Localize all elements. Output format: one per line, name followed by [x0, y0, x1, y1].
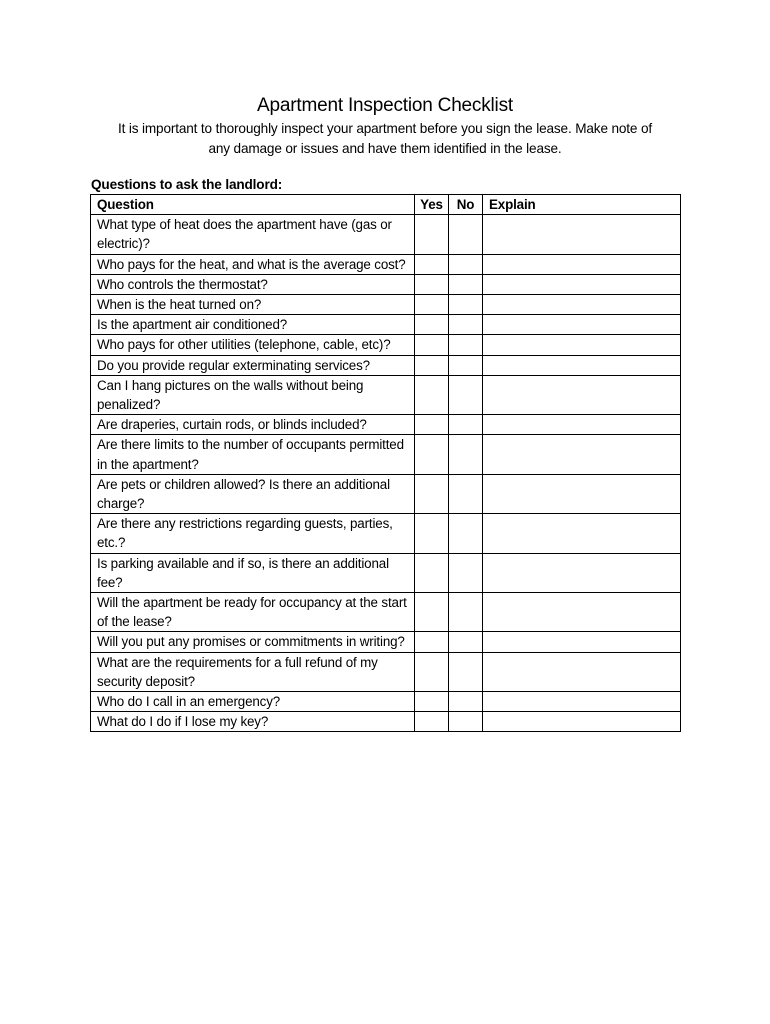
table-row — [91, 712, 681, 732]
no-cell[interactable] — [449, 435, 483, 474]
yes-cell[interactable] — [415, 274, 449, 294]
no-cell[interactable] — [449, 514, 483, 553]
explain-cell[interactable] — [483, 375, 681, 414]
table-row — [91, 375, 681, 414]
explain-cell[interactable] — [483, 315, 681, 335]
question-cell: Can I hang pictures on the walls without being penalized? — [91, 375, 415, 414]
question-cell: Are there limits to the number of occupants permitted in the apartment? — [91, 435, 415, 474]
explain-cell[interactable] — [483, 295, 681, 315]
yes-cell[interactable] — [415, 593, 449, 632]
table-row — [91, 335, 681, 355]
table-row — [91, 355, 681, 375]
no-cell[interactable] — [449, 712, 483, 732]
checklist-body — [91, 215, 681, 732]
yes-cell[interactable] — [415, 415, 449, 435]
question-cell: Will the apartment be ready for occupancy at the start of the lease? — [91, 593, 415, 632]
question-cell: What are the requirements for a full refund of my security deposit? — [91, 652, 415, 691]
yes-cell[interactable] — [415, 215, 449, 254]
explain-cell[interactable] — [483, 652, 681, 691]
question-cell: What type of heat does the apartment have (gas or electric)? — [91, 215, 415, 254]
question-cell: What do I do if I lose my key? — [91, 712, 415, 732]
no-cell[interactable] — [449, 375, 483, 414]
question-cell: When is the heat turned on? — [91, 295, 415, 315]
no-cell[interactable] — [449, 474, 483, 513]
table-row — [91, 254, 681, 274]
no-cell[interactable] — [449, 632, 483, 652]
table-row — [91, 474, 681, 513]
table-row — [91, 415, 681, 435]
yes-cell[interactable] — [415, 335, 449, 355]
yes-cell[interactable] — [415, 254, 449, 274]
intro-line-2: any damage or issues and have them identified in the lease. — [208, 140, 562, 156]
yes-cell[interactable] — [415, 355, 449, 375]
header-yes: Yes — [415, 195, 449, 215]
section-label: Questions to ask the landlord: — [91, 177, 283, 192]
page-title: Apartment Inspection Checklist — [257, 95, 513, 116]
question-cell: Who pays for other utilities (telephone, cable, etc)? — [91, 335, 415, 355]
explain-cell[interactable] — [483, 593, 681, 632]
no-cell[interactable] — [449, 254, 483, 274]
table-row — [91, 514, 681, 553]
header-question: Question — [91, 195, 415, 215]
explain-cell[interactable] — [483, 474, 681, 513]
table-row — [91, 274, 681, 294]
explain-cell[interactable] — [483, 254, 681, 274]
no-cell[interactable] — [449, 315, 483, 335]
header-no: No — [449, 195, 483, 215]
explain-cell[interactable] — [483, 712, 681, 732]
explain-cell[interactable] — [483, 274, 681, 294]
table-row — [91, 553, 681, 592]
explain-cell[interactable] — [483, 632, 681, 652]
no-cell[interactable] — [449, 692, 483, 712]
header-explain: Explain — [483, 195, 681, 215]
table-header-row — [91, 195, 681, 215]
no-cell[interactable] — [449, 553, 483, 592]
explain-cell[interactable] — [483, 514, 681, 553]
question-cell: Is the apartment air conditioned? — [91, 315, 415, 335]
table-row — [91, 632, 681, 652]
yes-cell[interactable] — [415, 474, 449, 513]
yes-cell[interactable] — [415, 435, 449, 474]
yes-cell[interactable] — [415, 315, 449, 335]
question-cell: Who pays for the heat, and what is the average cost? — [91, 254, 415, 274]
checklist-table — [90, 194, 681, 732]
yes-cell[interactable] — [415, 553, 449, 592]
intro-text — [88, 119, 682, 158]
question-cell: Who do I call in an emergency? — [91, 692, 415, 712]
question-cell: Are pets or children allowed? Is there an additional charge? — [91, 474, 415, 513]
table-row — [91, 435, 681, 474]
question-cell: Are draperies, curtain rods, or blinds included? — [91, 415, 415, 435]
no-cell[interactable] — [449, 593, 483, 632]
explain-cell[interactable] — [483, 355, 681, 375]
question-cell: Are there any restrictions regarding guests, parties, etc.? — [91, 514, 415, 553]
no-cell[interactable] — [449, 415, 483, 435]
no-cell[interactable] — [449, 335, 483, 355]
no-cell[interactable] — [449, 295, 483, 315]
table-row — [91, 652, 681, 691]
table-row — [91, 593, 681, 632]
question-cell: Do you provide regular exterminating services? — [91, 355, 415, 375]
explain-cell[interactable] — [483, 415, 681, 435]
table-row — [91, 215, 681, 254]
table-row — [91, 315, 681, 335]
yes-cell[interactable] — [415, 652, 449, 691]
explain-cell[interactable] — [483, 553, 681, 592]
yes-cell[interactable] — [415, 712, 449, 732]
yes-cell[interactable] — [415, 514, 449, 553]
no-cell[interactable] — [449, 355, 483, 375]
yes-cell[interactable] — [415, 375, 449, 414]
table-row — [91, 295, 681, 315]
explain-cell[interactable] — [483, 335, 681, 355]
explain-cell[interactable] — [483, 692, 681, 712]
question-cell: Is parking available and if so, is there an additional fee? — [91, 553, 415, 592]
yes-cell[interactable] — [415, 632, 449, 652]
yes-cell[interactable] — [415, 692, 449, 712]
explain-cell[interactable] — [483, 435, 681, 474]
explain-cell[interactable] — [483, 215, 681, 254]
yes-cell[interactable] — [415, 295, 449, 315]
question-cell: Who controls the thermostat? — [91, 274, 415, 294]
no-cell[interactable] — [449, 274, 483, 294]
table-row — [91, 692, 681, 712]
question-cell: Will you put any promises or commitments in writing? — [91, 632, 415, 652]
intro-line-1: It is important to thoroughly inspect your apartment before you sign the lease. Make note of — [117, 121, 653, 136]
no-cell[interactable] — [449, 652, 483, 691]
no-cell[interactable] — [449, 215, 483, 254]
